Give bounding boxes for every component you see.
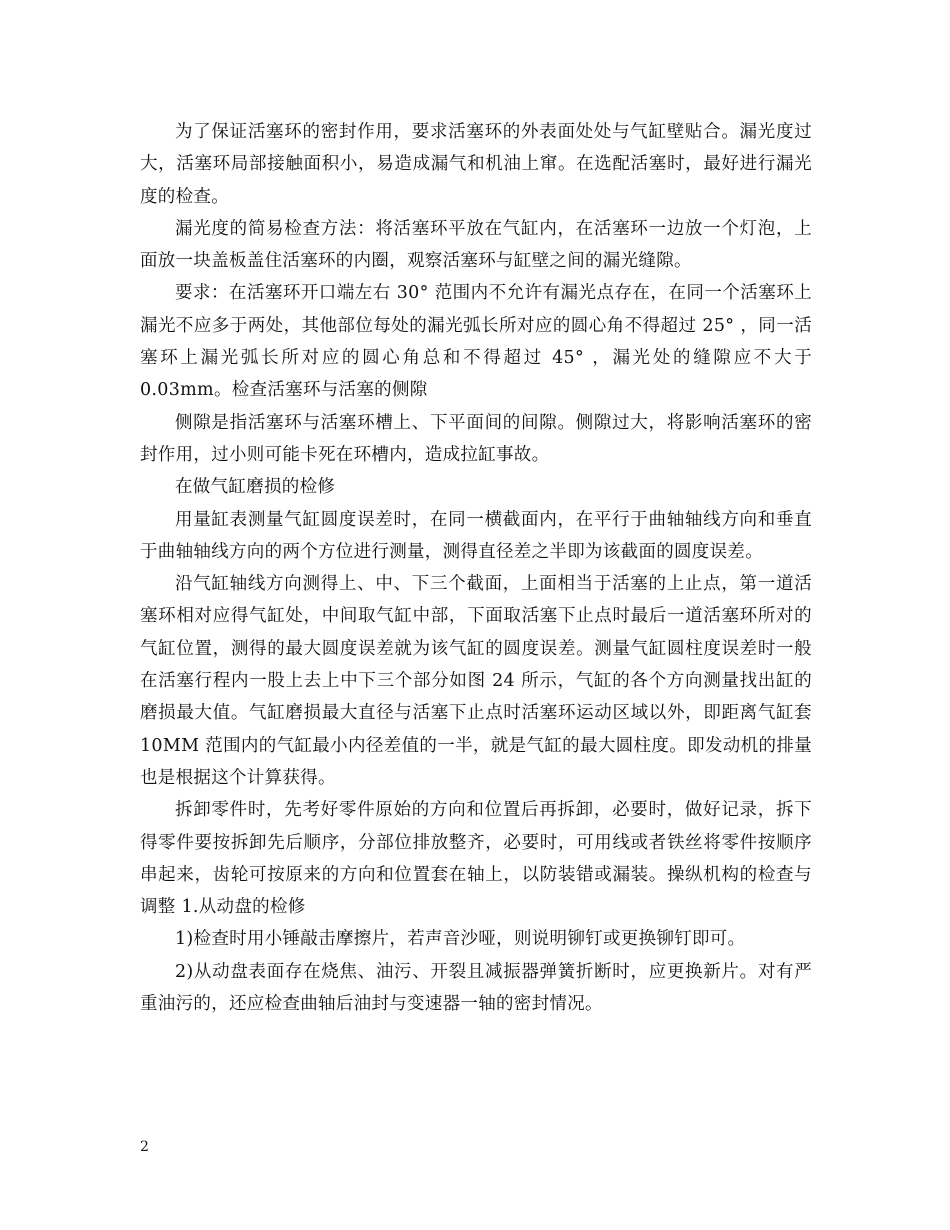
paragraph: 1)检查时用小锤敲击摩擦片，若声音沙哑，则说明铆钉或更换铆钉即可。	[175, 929, 746, 950]
paragraph: 在做气缸磨损的检修	[175, 477, 336, 498]
document-body	[140, 116, 812, 1020]
paragraph: 沿气缸轴线方向测得上、中、下三个截面，上面相当于活塞的上止点，第一道活塞环相对应得气缸处，中间取气缸中部，下面取活塞下止点时最后一道活塞环所对的气缸位置，测得的最大圆度误差就为该气缸的圆度误差。测量气缸圆柱度误差时一般在活塞行程内一股上去上中下三个部分如图 24 所示，气缸的各个方向测量找出缸的磨损最大值。气缸磨损最大直径与活塞下止点时活塞环运动区域以外，即距离气缸套 10MM 范围内的气缸最小内径差值的一半，就是气缸的最大圆柱度。即发动机的排量也是根据这个计算获得。	[140, 574, 812, 788]
paragraph: 为了保证活塞环的密封作用，要求活塞环的外表面处处与气缸壁贴合。漏光度过大，活塞环局部接触面积小，易造成漏气和机油上窜。在选配活塞时，最好进行漏光度的检查。	[140, 122, 812, 207]
paragraph: 侧隙是指活塞环与活塞环槽上、下平面间的间隙。侧隙过大，将影响活塞环的密封作用，过小则可能卡死在环槽内，造成拉缸事故。	[140, 412, 812, 465]
paragraph: 要求：在活塞环开口端左右 30° 范围内不允许有漏光点存在，在同一个活塞环上漏光不应多于两处，其他部位每处的漏光弧长所对应的圆心角不得超过 25° ，同一活塞环上漏光弧长所对应的圆心角总和不得超过 45° ，漏光处的缝隙应不大于 0.03mm。检查活塞环与活塞的侧隙	[140, 283, 812, 401]
paragraph: 用量缸表测量气缸圆度误差时，在同一横截面内，在平行于曲轴轴线方向和垂直于曲轴轴线方向的两个方位进行测量，测得直径差之半即为该截面的圆度误差。	[140, 509, 812, 562]
paragraph: 漏光度的简易检查方法：将活塞环平放在气缸内，在活塞环一边放一个灯泡，上面放一块盖板盖住活塞环的内圈，观察活塞环与缸壁之间的漏光缝隙。	[140, 218, 812, 272]
paragraph: 2)从动盘表面存在烧焦、油污、开裂且减振器弹簧折断时，应更换新片。对有严重油污的，还应检查曲轴后油封与变速器一轴的密封情况。	[140, 961, 812, 1015]
page-number: 2	[140, 1139, 149, 1155]
paragraph: 拆卸零件时，先考好零件原始的方向和位置后再拆卸，必要时，做好记录，拆下得零件要按拆卸先后顺序，分部位排放整齐，必要时，可用线或者铁丝将零件按顺序串起来，齿轮可按原来的方向和位置套在轴上，以防装错或漏装。操纵机构的检查与调整 1.从动盘的检修	[140, 800, 812, 918]
